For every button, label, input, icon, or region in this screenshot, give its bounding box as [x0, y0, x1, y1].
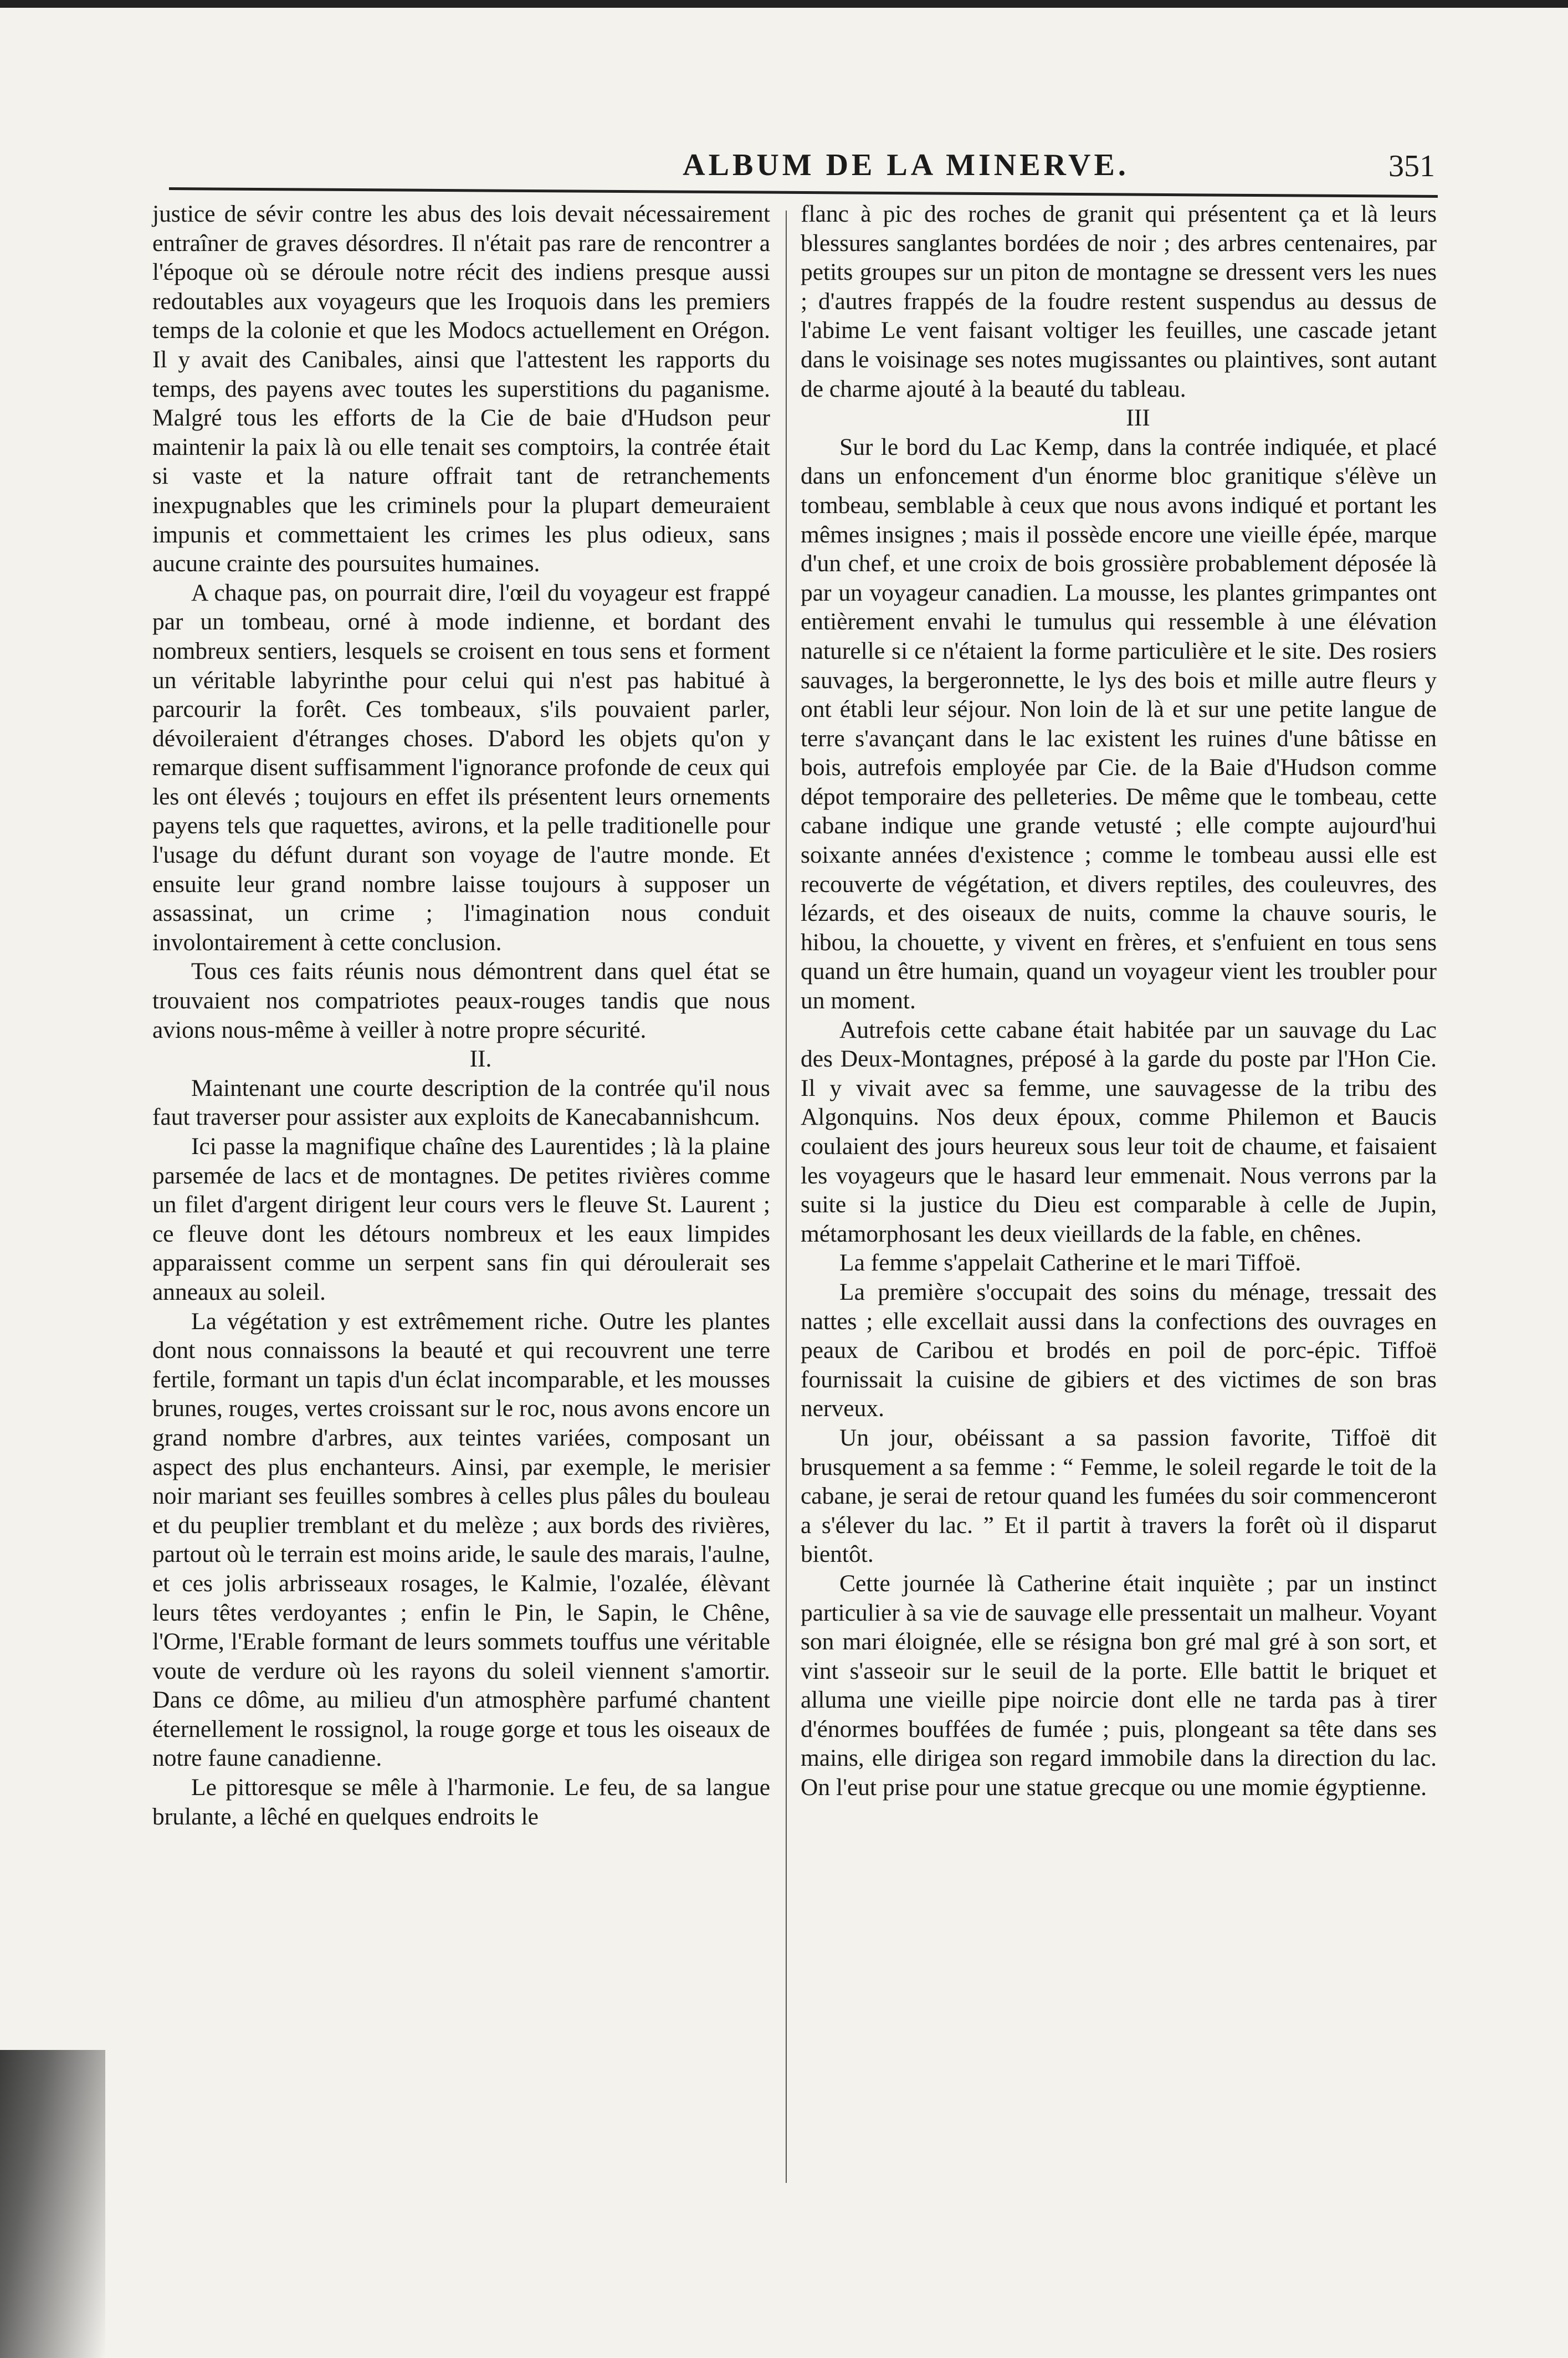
- paragraph: justice de sévir contre les abus des lois devait nécessairement entraîner de graves désordres. Il n'était pas rare de rencontrer a l'époque où se déroule notre récit des indiens presque aussi redoutables aux voyageurs que les Iroquois dans les premiers temps de la colonie et que les Modocs actuellement en Orégon. Il y avait des Canibales, ainsi que l'attestent les rapports du temps, des payens avec toutes les superstitions du paganisme. Malgré tous les efforts de la Cie de baie d'Hudson peur maintenir la paix là ou elle tenait ses comptoirs, la contrée était si vaste et la nature offrait tant de retranchements inexpugnables que les criminels pour la plupart demeuraient impunis et commettaient les crimes les plus odieux, sans aucune crainte des poursuites humaines.: [152, 201, 770, 577]
- paragraph: La femme s'appelait Catherine et le mari Tiffoë.: [839, 1249, 1301, 1277]
- paragraph: Maintenant une courte description de la contrée qu'il nous faut traverser pour assister aux exploits de Kanecabannishcum.: [152, 1074, 770, 1131]
- paragraph: Cette journée là Catherine était inquiète ; par un instinct particulier à sa vie de sauvage elle pressentait un malheur. Voyant son mari éloignée, elle se résigna bon gré mal gré à son sort, et vint s'asseoir sur le seuil de la porte. Elle battit le briquet et alluma une vieille pipe noircie dont elle ne tarda pas à tirer d'énormes bouffées de fumée ; puis, plongeant sa tête dans ses mains, elle dirigea son regard immobile dans la direction du lac. On l'eut prise pour une statue grecque ou une momie égyptienne.: [801, 1570, 1437, 1801]
- paragraph: La première s'occupait des soins du ménage, tressait des nattes ; elle excellait aussi dans la confections des ouvrages en peaux de Caribou et brodés en poil de porc-épic. Tiffoë fournissait la cuisine de gibiers et des victimes de son bras nerveux.: [801, 1278, 1437, 1422]
- paragraph: A chaque pas, on pourrait dire, l'œil du voyageur est frappé par un tombeau, orné à mode indienne, et bordant des nombreux sentiers, lesquels se croisent en tous sens et forment un véritable labyrinthe pour celui qui n'est pas habitué à parcourir la forêt. Ces tombeaux, s'ils pouvaient parler, dévoileraient d'étranges choses. D'abord les objets qu'on y remarque disent suffisamment l'ignorance profonde de ceux qui les ont élevés ; toujours en effet ils présentent leurs ornements payens tels que raquettes, avirons, et la pelle traditionelle pour l'usage du défunt durant son voyage de l'autre monde. Et ensuite leur grand nombre laisse toujours à supposer un assassinat, un crime ; l'imagination nous conduit involontairement à cette conclusion.: [152, 579, 770, 956]
- page-header: [169, 145, 1435, 189]
- paragraph: Un jour, obéissant a sa passion favorite, Tiffoë dit brusquement a sa femme : “ Femme, le soleil regarde le toit de la cabane, je serai de retour quand les fumées du soir commenceront a s'élever du lac. ” Et il partit à travers la forêt où il disparut bientôt.: [801, 1424, 1437, 1568]
- running-title: ALBUM DE LA MINERVE.: [683, 148, 1129, 182]
- paragraph: flanc à pic des roches de granit qui présentent ça et là leurs blessures sanglantes bordées de noir ; des arbres centenaires, par petits groupes sur un piton de montagne se dressent vers les nues ; d'autres frappés de la foudre restent suspendus au dessus de l'abime Le vent faisant voltiger les feuilles, une cascade jetant dans le voisinage ses notes mugissantes ou plaintives, sont autant de charme ajouté à la beauté du tableau.: [801, 201, 1437, 402]
- section-number-three: III: [1126, 404, 1150, 432]
- paragraph: Le pittoresque se mêle à l'harmonie. Le feu, de sa langue brulante, a lêché en quelques endroits le: [152, 1774, 770, 1830]
- top-border: [0, 0, 1568, 8]
- right-column: [801, 199, 1437, 1802]
- left-column: [152, 199, 770, 1831]
- section-number-two: II.: [469, 1045, 492, 1073]
- paragraph: Sur le bord du Lac Kemp, dans la contrée indiquée, et placé dans un enfoncement d'un énorme bloc granitique s'élève un tombeau, semblable à ceux que nous avons indiqué et portant les mêmes insignes ; mais il possède encore une vieille épée, marque d'un chef, et une croix de bois grossière probablement déposée là par un voyageur canadien. La mousse, les plantes grimpantes ont entièrement envahi le tumulus qui ressemble à une élévation naturelle si ce n'étaient la forme particulière et le site. Des rosiers sauvages, la bergeronnette, le lys des bois et mille autre fleurs y ont établi leur séjour. Non loin de là et sur une petite langue de terre s'avançant dans le lac existent les ruines d'une bâtisse en bois, autrefois employée par Cie. de la Baie d'Hudson comme dépot temporaire des pelleteries. De même que le tombeau, cette cabane indique une grande vetusté ; elle compte aujourd'hui soixante années d'existence ; comme le tombeau aussi elle est recouverte de végétation, et divers reptiles, des couleuvres, des lézards, et des oiseaux de nuits, comme la chauve souris, le hibou, la chouette, y vivent en frères, et s'enfuient en tous sens quand un être humain, quand un voyageur vient les troubler pour un moment.: [801, 433, 1437, 1014]
- page-number: 351: [1388, 149, 1435, 183]
- paragraph: Autrefois cette cabane était habitée par un sauvage du Lac des Deux-Montagnes, préposé à la garde du poste par l'Hon Cie. Il y vivait avec sa femme, une sauvagesse de la tribu des Algonquins. Nos deux époux, comme Philemon et Baucis coulaient des jours heureux sous leur toit de chaume, et faisaient les voyageurs que le hasard leur emmenait. Nous verrons par la suite si la justice du Dieu est comparable à celle de Jupin, métamorphosant les deux vieillards de la fable, en chênes.: [801, 1016, 1437, 1247]
- paragraph: La végétation y est extrêmement riche. Outre les plantes dont nous connaissons la beauté et qui recouvrent une terre fertile, formant un tapis d'un éclat incomparable, et les mousses brunes, rouges, vertes croissant sur le roc, nous avons encore un grand nombre d'arbres, aux teintes variées, composant un aspect des plus enchanteurs. Ainsi, par exemple, le merisier noir mariant ses feuilles sombres à celles plus pâles du bouleau et du peuplier tremblant et du melèze ; aux bords des rivières, partout où le terrain est moins aride, le saule des marais, l'aulne, et ces jolis arbrisseaux rosages, le Kalmie, l'ozalée, élèvant leurs têtes verdoyantes ; enfin le Pin, le Sapin, le Chêne, l'Orme, l'Erable formant de leurs sommets touffus une véritable voute de verdure où les rayons du soleil viennent s'amortir. Dans ce dôme, au milieu d'un atmosphère parfumé chantent éternellement le rossignol, la rouge gorge et tous les oiseaux de notre faune canadienne.: [152, 1308, 770, 1772]
- paragraph: Tous ces faits réunis nous démontrent dans quel état se trouvaient nos compatriotes peaux-rouges tandis que nous avions nous-même à veiller à notre propre sécurité.: [152, 958, 770, 1043]
- column-divider: [786, 211, 787, 2183]
- paragraph: Ici passe la magnifique chaîne des Laurentides ; là la plaine parsemée de lacs et de montagnes. De petites rivières comme un filet d'argent dirigent leur cours vers le fleuve St. Laurent ; ce fleuve dont les détours nombreux et les eaux limpides apparaissent comme un serpent sans fin qui déroulerait ses anneaux au soleil.: [152, 1133, 770, 1305]
- binding-shadow: [0, 2050, 105, 2358]
